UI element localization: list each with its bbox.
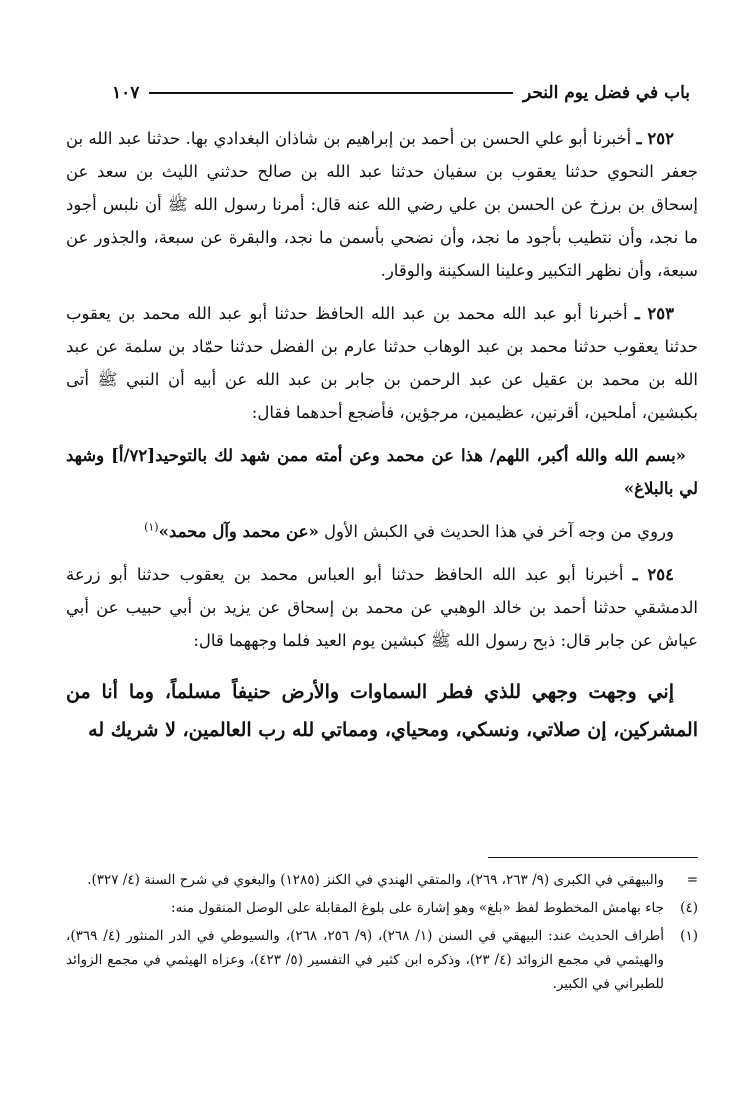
quote-text: وشهد لي بالبلاغ» <box>66 446 698 498</box>
variant-text: وروي من وجه آخر في هذا الحديث في الكبش الأول <box>324 522 674 541</box>
hadith-text: أخبرنا أبو علي الحسن بن أحمد بن إبراهيم بن شاذان البغدادي بها. حدثنا عبد الله بن جعفر النحوي حدثنا يعقوب بن سفيان حدثنا عبد الله بن صالح حدثني الليث بن سعد عن إسحاق بن برزخ عن الحسن بن علي رضي الله عنه قال: أمرنا رسول الله ﷺ أن نلبس أجود ما نجد، وأن نتطيب بأجود ما نجد، وأن نضحي بأسمن ما نجد، والبقرة عن سبعة، والجذور عن سبعة، وأن نظهر التكبير وعلينا السكينة والوقار. <box>66 129 698 280</box>
hadith-254 <box>66 558 698 657</box>
quote-text: «بسم الله والله أكبر، اللهم/ هذا عن محمد وعن أمته ممن شهد لك بالتوحيد <box>155 446 686 465</box>
footnote-text: والبيهقي في الكبرى (٩/ ٢٦٣، ٢٦٩)، والمتقي الهندي في الكنز (١٢٨٥) والبغوي في شرح السنة (٤/ ٣٢٧). <box>87 872 664 888</box>
hadith-number: ٢٥٣ ـ <box>634 304 674 323</box>
hadith-number: ٢٥٢ ـ <box>636 129 674 148</box>
footnote-text: أطراف الحديث عند: البيهقي في السنن (١/ ٢٦٨)، (٩/ ٢٥٦، ٢٦٨)، والسيوطي في الدر المنثور (٤/ ٣٦٩)، والهيثمي في مجمع الزوائد (٤/ ٢٣)، وذكره ابن كثير في التفسير (٥/ ٤٢٣)، وعزاه الهيثمي في مجمع الزوائد للطبراني في الكبير. <box>66 928 665 992</box>
variant-quote: «عن محمد وآل محمد» <box>158 522 319 541</box>
prophetic-quote <box>66 439 698 505</box>
footnote-key: = <box>686 872 698 888</box>
footnote-marker: (١) <box>144 520 159 534</box>
page-number: ١٠٧ <box>112 83 140 103</box>
main-text <box>66 122 698 759</box>
footnote-text: جاء بهامش المخطوط لفظ «بلغ» وهو إشارة على بلوغ المقابلة على الوصل المنقول منه: <box>171 900 664 916</box>
footnote-item <box>66 924 698 996</box>
footnote-item <box>66 896 698 920</box>
footnote-item <box>66 868 698 892</box>
hadith-number: ٢٥٤ ـ <box>632 565 674 584</box>
footnote-separator <box>488 857 698 858</box>
hadith-text: أخبرنا أبو عبد الله محمد بن عبد الله الحافظ حدثنا أبو عبد الله محمد بن يعقوب حدثنا يعقوب حدثنا محمد بن عبد الوهاب حدثنا عارم بن الفضل حدثنا حمّاد بن سلمة عن عبد الله بن محمد بن عقيل عن عبد الرحمن بن جابر بن عبد الله عن أبيه أن النبي ﷺ أتى بكبشين، أملحين، أقرنين، عظيمين، مرجؤين، فأضجع أحدهما فقال: <box>66 304 698 422</box>
hadith-252 <box>66 122 698 287</box>
header-rule <box>149 92 513 94</box>
footnote-key: (٤) <box>680 900 698 916</box>
variant-narration <box>66 515 698 548</box>
hadith-253 <box>66 297 698 429</box>
footnotes <box>66 868 698 1000</box>
hadith-text: أخبرنا أبو عبد الله الحافظ حدثنا أبو العباس محمد بن يعقوب حدثنا أبو زرعة الدمشقي حدثنا أحمد بن خالد الوهبي عن محمد بن إسحاق عن يزيد بن أبي حبيب عن أبي عياش عن جابر قال: ذبح رسول الله ﷺ كبشين يوم العيد فلما وجههما قال: <box>66 565 698 650</box>
running-header <box>112 80 690 106</box>
manuscript-folio-ref: [٧٢/أ] <box>111 446 156 465</box>
footnote-key: (١) <box>680 928 698 944</box>
chapter-title: باب في فضل يوم النحر <box>522 83 690 103</box>
supplication-quote: إني وجهت وجهي للذي فطر السماوات والأرض حنيفاً مسلماً، وما أنا من المشركين، إن صلاتي، ونسكي، ومحياي، ومماتي لله رب العالمين، لا شريك له <box>66 681 698 741</box>
